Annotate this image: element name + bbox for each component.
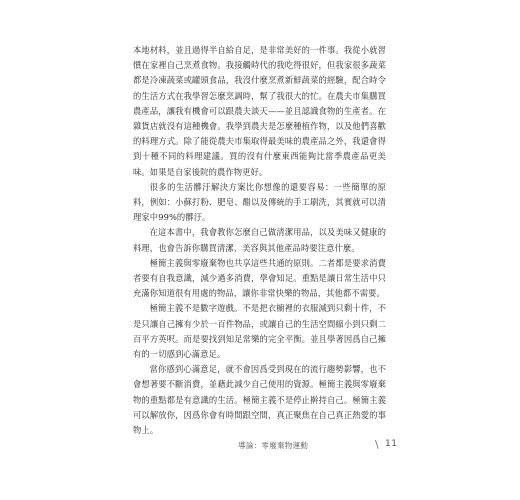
paragraph: 很多的生活髒汙解決方案比你想像的還要容易：一些簡單的原料，例如：小蘇打粉、肥皂、醋以及傳統的手工刷洗，其實就可以清理家中99%的髒汙。 xyxy=(133,181,386,223)
paragraph: 當你感到心滿意足，就不會因爲受到現在的流行趨勢影響，也不會想著要不斷消費，並藉此減少自己使用的資源。極簡主義與零廢棄物的重點都是有意識的生活。極簡主義不是停止擀持自己。極簡主義可以解放你，因爲你會有時間跟空間，真正聚焦在自己真正熱愛的事物上。 xyxy=(133,364,386,436)
paragraph: 極簡主義不是數字遊戲。不是把衣櫥裡的衣服減到只剩十件，不是只讓自己擁有少於一百件物品，或讓自己的生活空間縮小到只剩二百平方英呎。而是要找到知足常樂的完全平衡。並且學著因爲自己擁有的一切感到心滿意足。 xyxy=(133,303,386,360)
body-text xyxy=(133,43,386,438)
page-number: 11 xyxy=(385,439,398,449)
paragraph: 本地材料，並且過得半自給自足，是非常美好的一件事。我從小就習慣在家裡自己烹煮食物。我接觸時代的我吃得很好，但我家很多蔬菜都是冷凍蔬菜或罐頭食品，我沒什麼烹煮新鮮蔬菜的經驗，配合時令的生活方式在我學習怎麼烹調時，幫了我很大的忙。在農夫市集購買農產品，讓我有機會可以跟農夫談天——並且認識食物的生產者。在雜貨店就沒有這種機會。我學到農夫是怎麼種植作物，以及他們喜歡的料理方式。除了能從農夫市集取得最美味的農產品之外，我還會得到十種不同的料理建議。買的沒有什麼東西能夠比當季農產品更美味。如果是自家後院的農作物更好。 xyxy=(133,45,386,177)
paragraph: 極簡主義與零廢棄物也共享這些共通的原則。二者都是要求消費者要有自我意識，減少過多消費，學會知足。重點是讓日常生活中只充滿你知道很有用處的物品，讓你非常快樂的物品，其他都不需要。 xyxy=(133,257,386,299)
running-footer-section-title: 導論：零廢棄物運動 xyxy=(238,441,309,450)
paragraph: 在這本書中，我會教你怎麼自己做清潔用品，以及美味又健康的料理，也會告訴你購買清潔、美容與其他產品時要注意什麼。 xyxy=(133,227,386,253)
footer-separator: \ xyxy=(375,438,379,451)
page-footer xyxy=(0,440,520,456)
